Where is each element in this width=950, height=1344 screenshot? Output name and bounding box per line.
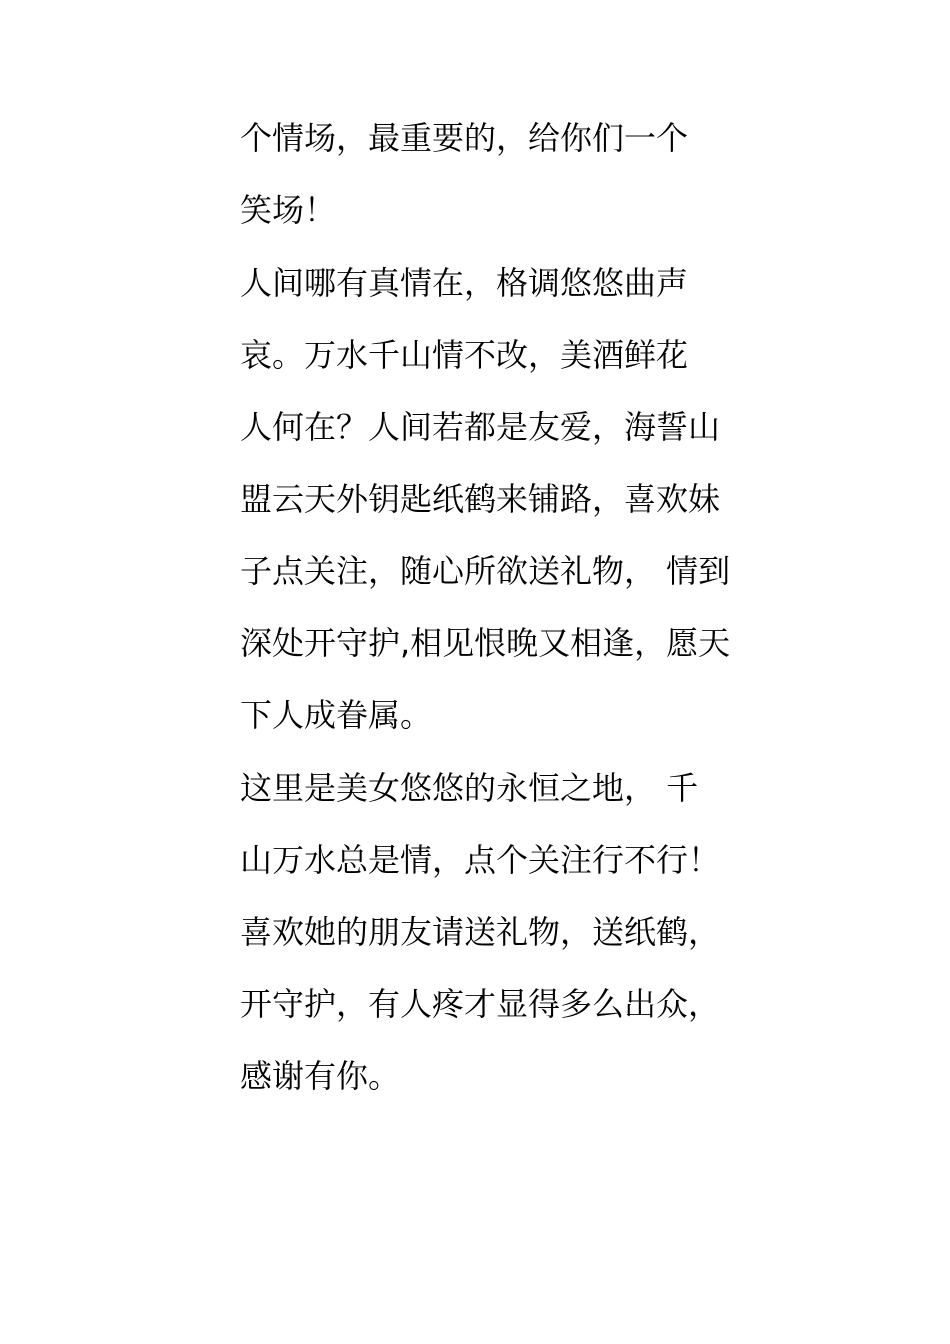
text-line: 下人成眷属。	[240, 696, 433, 734]
text-line: 开守护，有人疼才显得多么出众，	[240, 985, 721, 1023]
text-line: 笑场！	[240, 191, 337, 229]
text-line: 个情场，最重要的，给你们一个	[240, 119, 689, 157]
text-line: 这里是美女悠悠的永恒之地， 千	[240, 769, 699, 807]
text-line: 深处开守护,相见恨晚又相逢，愿天	[240, 624, 731, 662]
paragraph	[240, 102, 720, 246]
paragraph	[240, 752, 720, 1112]
text-line: 人何在？人间若都是友爱，海誓山	[240, 408, 721, 446]
text-body	[240, 102, 731, 1113]
text-line: 人间哪有真情在，格调悠悠曲声	[240, 264, 689, 302]
text-line: 盟云天外钥匙纸鹤来铺路，喜欢妹	[240, 480, 721, 518]
text-line: 感谢有你。	[240, 1057, 401, 1095]
text-line: 山万水总是情，点个关注行不行！	[240, 841, 721, 879]
text-line: 喜欢她的朋友请送礼物，送纸鹤，	[240, 913, 721, 951]
paragraph	[240, 247, 731, 751]
text-line: 子点关注，随心所欲送礼物， 情到	[240, 552, 731, 590]
text-line: 哀。万水千山情不改，美酒鲜花	[240, 336, 689, 374]
